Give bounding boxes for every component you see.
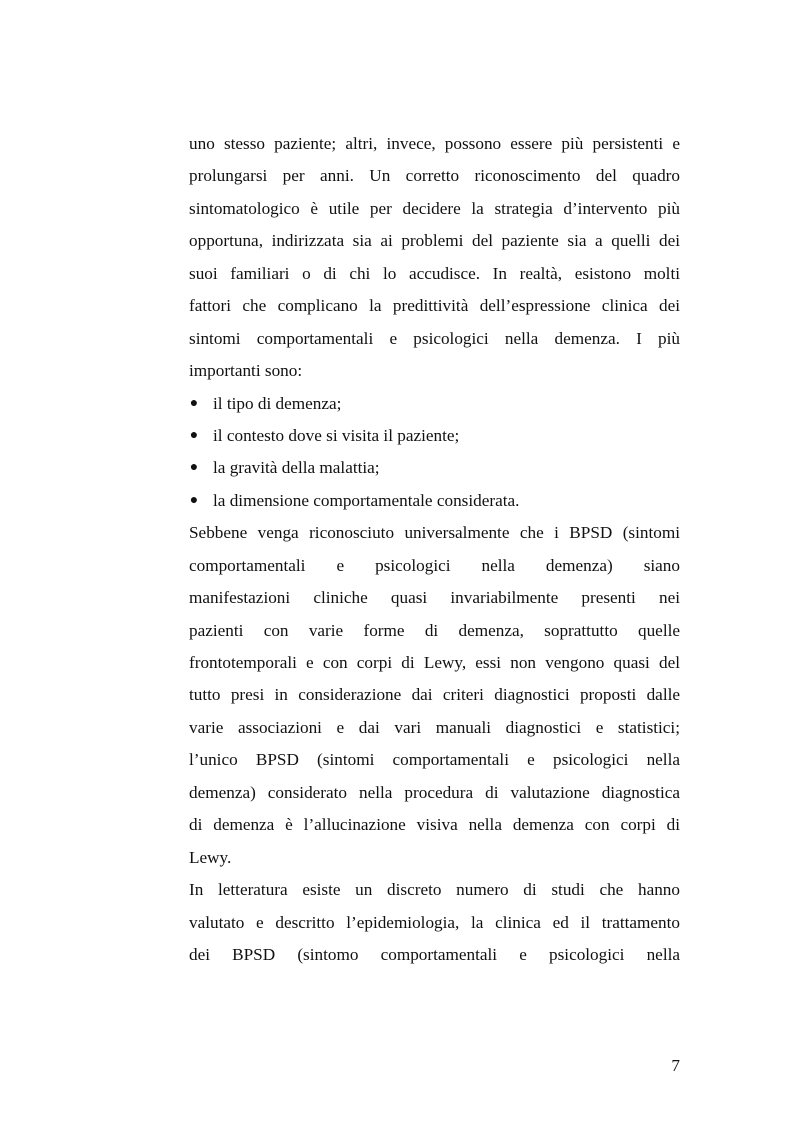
- list-item-text: la dimensione comportamentale considerata.: [213, 490, 520, 510]
- text-line: tutto presi in considerazione dai criteri diagnostici proposti dalle: [189, 685, 680, 705]
- text-line: sintomi comportamentali e psicologici nella demenza. I più: [189, 328, 680, 348]
- list-item: [189, 420, 680, 452]
- list-item: [189, 452, 680, 484]
- text-line: di demenza è l’allucinazione visiva nella demenza con corpi di: [189, 815, 680, 835]
- text-line: demenza) considerato nella procedura di valutazione diagnostica: [189, 782, 680, 802]
- list-item: [189, 485, 680, 517]
- bullet-dot-icon: ●: [189, 395, 199, 411]
- bullet-dot-icon: ●: [189, 427, 199, 443]
- paragraph-1: [189, 128, 680, 388]
- paragraph-2: [189, 517, 680, 874]
- text-line: l’unico BPSD (sintomi comportamentali e psicologici nella: [189, 750, 680, 770]
- bullet-dot-icon: ●: [189, 460, 199, 476]
- page-number: 7: [671, 1056, 680, 1075]
- bullet-dot-icon: ●: [189, 492, 199, 508]
- text-line: importanti sono:: [189, 361, 303, 381]
- text-line: In letteratura esiste un discreto numero di studi che hanno: [189, 880, 680, 900]
- text-line: Sebbene venga riconosciuto universalmente che i BPSD (sintomi: [189, 523, 680, 543]
- text-line: suoi familiari o di chi lo accudisce. In realtà, esistono molti: [189, 263, 680, 283]
- text-line: fattori che complicano la predittività dell’espressione clinica dei: [189, 296, 680, 316]
- text-line: dei BPSD (sintomo comportamentali e psicologici nella: [189, 944, 680, 964]
- text-line: manifestazioni cliniche quasi invariabilmente presenti nei: [189, 588, 680, 608]
- text-line: valutato e descritto l’epidemiologia, la clinica ed il trattamento: [189, 912, 680, 932]
- text-line: opportuna, indirizzata sia ai problemi del paziente sia a quelli dei: [189, 231, 680, 251]
- list-item: [189, 388, 680, 420]
- list-item-text: il tipo di demenza;: [213, 393, 342, 413]
- document-body: [189, 128, 680, 971]
- text-line: prolungarsi per anni. Un corretto riconoscimento del quadro: [189, 166, 680, 186]
- text-line: pazienti con varie forme di demenza, soprattutto quelle: [189, 620, 680, 640]
- text-line: Lewy.: [189, 847, 232, 867]
- list-item-text: il contesto dove si visita il paziente;: [213, 425, 460, 445]
- text-line: varie associazioni e dai vari manuali diagnostici e statistici;: [189, 717, 680, 737]
- text-line: sintomatologico è utile per decidere la strategia d’intervento più: [189, 198, 680, 218]
- bullet-list: [189, 388, 680, 518]
- paragraph-3: [189, 874, 680, 971]
- text-line: comportamentali e psicologici nella demenza) siano: [189, 555, 680, 575]
- text-line: frontotemporali e con corpi di Lewy, essi non vengono quasi del: [189, 653, 680, 672]
- list-item-text: la gravità della malattia;: [213, 458, 380, 478]
- text-line: uno stesso paziente; altri, invece, possono essere più persistenti e: [189, 134, 680, 153]
